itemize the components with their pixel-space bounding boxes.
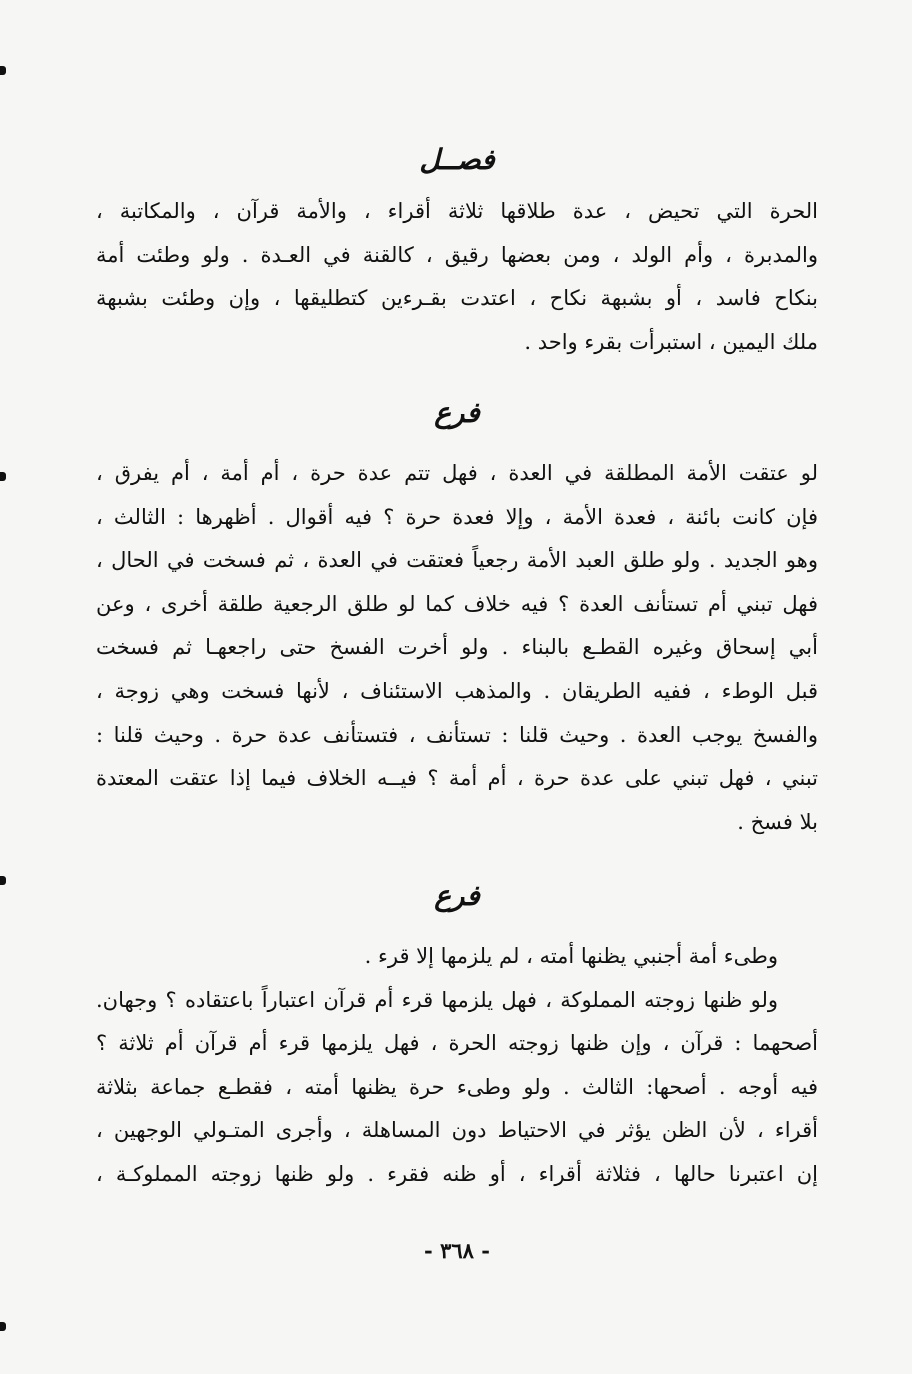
text-line: لو عتقت الأمة المطلقة في العدة ، فهل تتم عدة حرة ، أم أمة ، أم يفرق ، bbox=[96, 461, 818, 485]
scan-margin-mark bbox=[0, 66, 6, 75]
scan-margin-mark bbox=[0, 876, 6, 885]
text-line: ولو ظنها زوجته المملوكة ، فهل يلزمها قرء أم قرآن اعتباراً باعتقاده ؟ وجهان. bbox=[96, 987, 778, 1012]
text-line: فيه أوجه . أصحها: الثالث . ولو وطىء حرة يظنها أمته ، فقطـع جماعة بثلاثة bbox=[96, 1074, 818, 1099]
text-line: الحرة التي تحيض ، عدة طلاقها ثلاثة أقراء ، والأمة قرآن ، والمكاتبة ، bbox=[96, 199, 818, 223]
scan-margin-mark bbox=[0, 472, 6, 481]
text-line: تبني ، فهل تبني على عدة حرة ، أم أمة ؟ فيــه الخلاف فيما إذا عتقت المعتدة bbox=[96, 766, 818, 791]
text-line: فإن كانت بائنة ، فعدة الأمة ، وإلا فعدة حرة ؟ فيه أقوال . أظهرها : الثالث ، bbox=[96, 504, 818, 529]
text-line: بلا فسخ . bbox=[737, 809, 818, 834]
text-line: أصحهما : قرآن ، وإن ظنها زوجته الحرة ، فهل يلزمها قرء أم قرآن أم ثلاثة ؟ bbox=[96, 1031, 818, 1056]
text-line: أقراء ، لأن الظن يؤثر في الاحتياط دون المساهلة ، وأجرى المتـولي الوجهين ، bbox=[96, 1118, 818, 1143]
text-line: ملك اليمين ، استبرأت بقرء واحد . bbox=[524, 329, 818, 354]
text-line: وهو الجديد . ولو طلق العبد الأمة رجعياً فعتقت في العدة ، ثم فسخت في الحال ، bbox=[96, 548, 818, 573]
text-line: أبي إسحاق وغيره القطـع بالبناء . ولو أخرت الفسخ حتى راجعهـا ثم فسخت bbox=[96, 635, 818, 660]
text-line: والفسخ يوجب العدة . وحيث قلنا : تستأنف ، فتستأنف عدة حرة . وحيث قلنا : bbox=[96, 722, 818, 747]
text-line: فهل تبني أم تستأنف العدة ؟ فيه خلاف كما لو طلق الرجعية طلقة أخرى ، وعن bbox=[96, 591, 818, 616]
text-line: إن اعتبرنا حالها ، فثلاثة أقراء ، أو ظنه فقرء . ولو ظنها زوجته المملوكـة ، bbox=[96, 1161, 818, 1186]
paragraph-far-1 bbox=[96, 452, 818, 844]
page-number: - ٣٦٨ - bbox=[424, 1238, 490, 1263]
paragraph-fasl bbox=[96, 190, 818, 364]
section-heading-far-2: فرع bbox=[434, 879, 480, 912]
paragraph-far-2 bbox=[96, 935, 818, 1197]
section-heading-fasl: فصــل bbox=[419, 143, 495, 176]
text-line: وطىء أمة أجنبي يظنها أمته ، لم يلزمها إلا قرء . bbox=[364, 944, 778, 968]
section-heading-far-1: فرع bbox=[434, 396, 480, 429]
text-line: بنكاح فاسد ، أو بشبهة نكاح ، اعتدت بقـرءين كتطليقها ، وإن وطئت بشبهة bbox=[96, 286, 818, 311]
text-line: والمدبرة ، وأم الولد ، ومن بعضها رقيق ، كالقنة في العـدة . ولو وطئت أمة bbox=[96, 242, 818, 267]
text-line: قبل الوطء ، ففيه الطريقان . والمذهب الاستئناف ، لأنها فسخت وهي زوجة ، bbox=[96, 678, 818, 703]
scan-margin-mark bbox=[0, 1322, 6, 1331]
